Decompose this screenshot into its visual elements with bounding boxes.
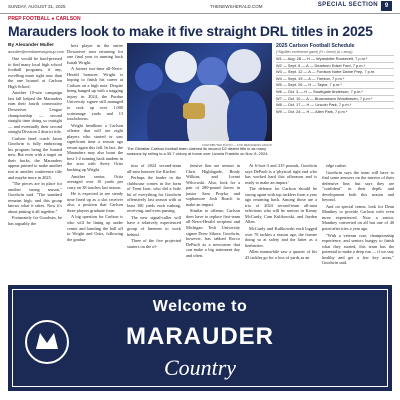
schedule-game: W6 — Oct. 3 — H — Southgate Anderson, 7 p.m.* (276, 88, 394, 95)
paragraph: Wright headlines a Carlson offense that will see eight players who started or saw significant time a season ago return again this fall. In fact, the Marauders may also boast the best 1-2 running back tandem in the area with Avery Ortiz backing up Wright. (67, 122, 123, 173)
schedule-game: W3 — Sept. 12 — A — Fordson Notre Dame Prep, 7 p.m. (276, 68, 394, 75)
schedule-game: W2 — Sept. 5 — A — Dearborn Edsel Ford, 7 p.m.* (276, 62, 394, 69)
paragraph: The new signal-caller will have a relatively experienced group of linemen to work behind. (127, 214, 181, 237)
paragraph: "The pieces are in place for another strong season," Goodwin said. "The standard remains high, and this group knows what it takes. Now it's about putting it all together." (8, 181, 62, 214)
article-column-5 (245, 163, 317, 261)
article-column-1 (8, 43, 65, 228)
article-column-4 (186, 163, 240, 259)
paragraph: Fortunately for Goodwin, he has arguably the (8, 215, 62, 226)
article-column-6 (322, 163, 394, 267)
headline: Marauders look to make it five straight DRL titles in 2025 (8, 23, 373, 39)
banner-marauder: MARAUDER (126, 323, 274, 350)
schedule-game: W5 — Sept. 26 — H — Taylor, 7 p.m.* (276, 81, 394, 88)
schedule-title: 2025 Carlson Football Schedule (276, 43, 355, 49)
banner-welcome: Welcome to (152, 298, 248, 315)
byline-email[interactable]: amuller@medianewsgroup.com (8, 48, 65, 54)
schedule-game: W7 — Oct. 10 — A — Brownstown Woodhaven, 7 p.m.* (276, 95, 394, 102)
schedule-game: W9 — Oct. 24 — H — Allen Park, 7 p.m.* (276, 108, 394, 115)
paragraph: A big question for Carlson is who will be lining up under center and handing the ball off to Wright and Ortiz, following the gradua- (67, 214, 123, 242)
paragraph: A former two-time all-News-Herald honoree, Wright is hoping to finish his career at Carlson on a high note. Despite being banged up with a nagging injury in 2024, the Purdue University signee still managed to rack up over 1,000 scrimmage yards and 13 touchdowns. (67, 66, 123, 122)
paragraph: Goodwin says the team will have to find some answers on the interior of their defensive line, but says they are "confident" in their depth and development both this season and beyond. (322, 169, 394, 203)
welcome-banner (8, 285, 392, 391)
section-label: SPECIAL SECTION (317, 2, 378, 8)
team-photo (127, 43, 272, 141)
article-column-2 (67, 43, 123, 243)
paragraph: Another 10-win campaign last fall helped the Marauders earn their fourth consecutive Downriver League championship — second straight time doing so outright — and eventually their second straight Division 2 district title. (8, 90, 62, 135)
schedule-game: W8 — Oct. 17 — H — Lincoln Park, 7 p.m.* (276, 101, 394, 108)
site-name[interactable]: THENEWSHERALD.COM (210, 4, 263, 9)
schedule-game: W4 — Sept. 19 — A — Trenton, 7 p.m.* (276, 75, 394, 82)
article-column-3 (127, 163, 181, 250)
paragraph: Carlson head coach Jason Goodwin is fully embracing his program being the hunted now. But even with a target on their backs, the Marauders appear primed to make another run at another conference title and maybe more in 2025. (8, 135, 62, 180)
paragraph: Another senior, Ortiz averaged over 10 yards per carry on 38 touches last season. (67, 173, 123, 190)
paragraph: best player in the entire Downriver area returning for one final year in running back Isaiah Wright. (67, 43, 123, 65)
paragraph: tion of 2024 second-team all-area honoree Joe Kircher. (127, 163, 181, 174)
paragraph: McCurdy and Kulikowski each logged over 70 tackles a season ago, the former doing so at safety and the latter as a linebacker. (245, 226, 317, 248)
banner-country: Country (163, 355, 237, 380)
paragraph: At 6-foot-3 and 215 pounds, Goodwin says DePaoli is a 'physical tight end who has worked hard this offseason and is ready to make an impact.' (245, 163, 317, 185)
page-header (0, 0, 400, 14)
paragraph: "With a veteran core, championship experience, and seniors hungry to finish what they started, this team has the potential to make a deep run — if we stay healthy and get a few key areas," Goodwin said. (322, 232, 394, 266)
paragraph: One would be hard-pressed to find many local high school football programs, if any, excelling more right now than the one housed at Carlson High School. (8, 56, 62, 89)
paragraph: Perhaps the leader in the clubhouse comes in the form of Trent Ison, who did a little bit of everything for Goodwin offensively last season with at least 100 yards each rushing, receiving, and even passing. (127, 175, 181, 214)
schedule-note: (*Signifies conference game) (H = home) (A = away) (276, 50, 353, 54)
schedule-game: W1 — Aug. 28 — H — Wyandotte Roosevelt, 7 p.m.* (276, 55, 394, 62)
paragraph: And on special teams, look for Dean Manthey to provide Carlson with even more experienced. Now a senior, Manthey converted on all but one of 40 point-after tries a year ago. (322, 203, 394, 232)
byline-name: By Alexander Muller (8, 43, 54, 48)
kicker: PREP FOOTBALL ● CARLSON (8, 16, 81, 22)
paragraph: Allen meanwhile saw a quarter of his 43 tackles go for a loss of yards as an (245, 249, 317, 260)
paragraph: Three of the five projected starters on the of- (127, 238, 181, 249)
paragraph: Similar to offense, Carlson does have to replace first-team all-News-Herald recipient and Michigan Tech University signee Drew Sikora. Goodwin, however, has tabbed Rocco DePaoli as a newcomer that can make a big statement day and often. (186, 208, 240, 258)
photo-caption: The Gibraltar Carlson football team claimed its second D2 district title in as many seasons by rolling to a 35-7 victory at home over Livonia Franklin on Nov. 8, 2024. (127, 146, 269, 156)
paragraph: edge rusher. (326, 163, 347, 168)
paragraph: The defense for Carlson should be strong again with top tacklers from a year ago returning back. Among those are a trio of 2024 second-team all-area selections who will be seniors in Kenny McCurdy, Cam Kulikowski, and Jayden Allen. (245, 186, 317, 225)
paragraph: He is expected to see steady time lined up as a slot receiver also, a position that Carlson three players graduate from. (67, 191, 123, 213)
page-number: 9 (381, 1, 392, 11)
issue-date: SUNDAY, AUGUST 31, 2025 (8, 4, 66, 9)
schedule-box (276, 43, 394, 153)
paragraph: fensive line are seniors in Chris Highlagade, Brady Wilkins, and Jovani Wilcowski. Also, look for a pair of 280-pound forces in junior Sam Pruyka and sophomore Josh Boach to make an impact. (186, 163, 240, 207)
photo-credit: CONTRIBUTED PHOTO — FOR MEDIANEWS GROUP (201, 143, 272, 147)
